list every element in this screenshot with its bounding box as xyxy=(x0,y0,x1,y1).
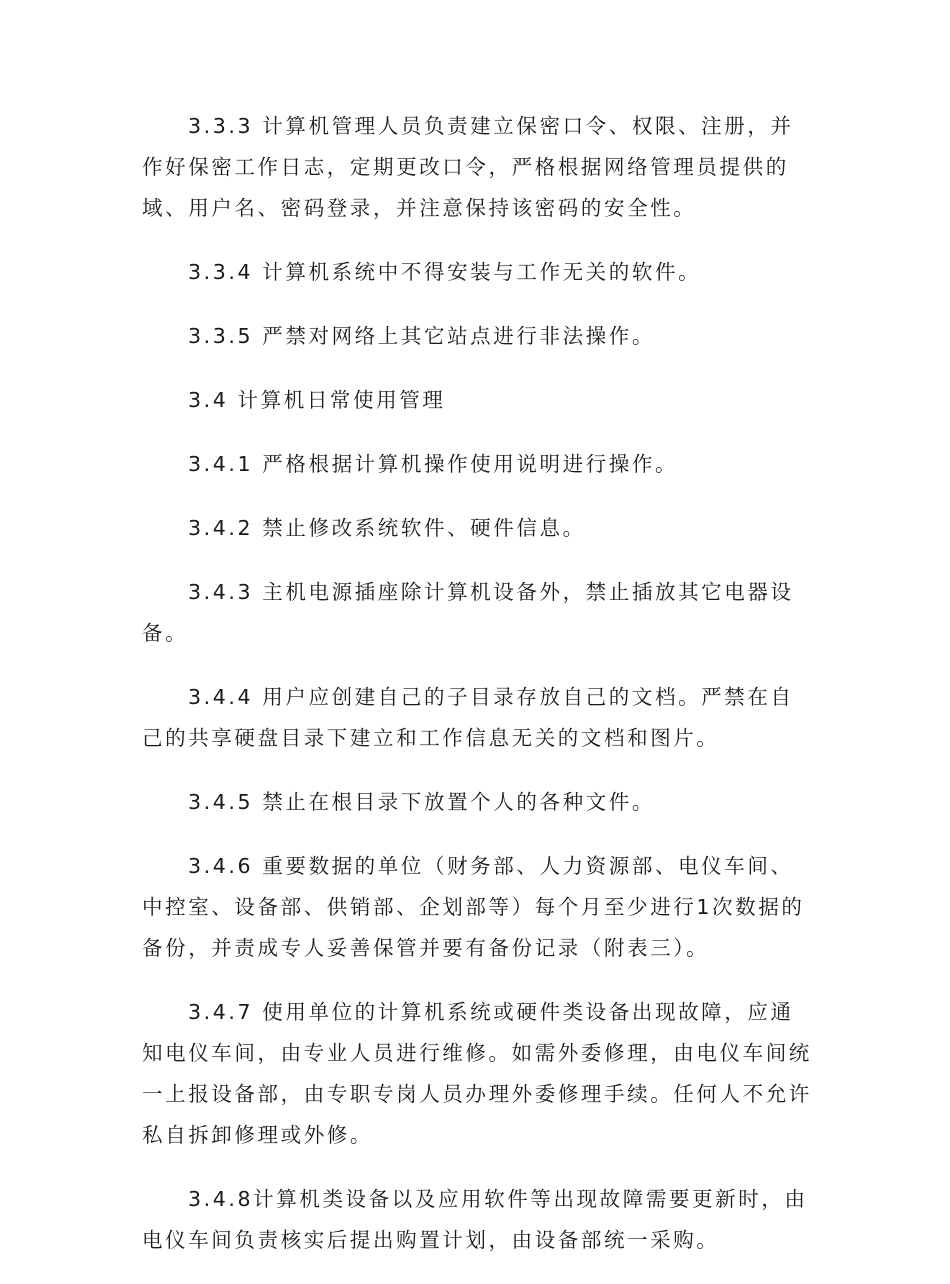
paragraph-3-4-2: 3.4.2 禁止修改系统软件、硬件信息。 xyxy=(188,516,586,540)
paragraph-3-4-4: 3.4.4 用户应创建自己的子目录存放自己的文档。严禁在自己的共享硬盘目录下建立和工作信息无关的文档和图片。 xyxy=(142,685,794,750)
paragraph-3-4-7: 3.4.7 使用单位的计算机系统或硬件类设备出现故障，应通知电仪车间，由专业人员进行维修。如需外委修理，由电仪车间统一上报设备部，由专职专岗人员办理外委修理手续。任何人不允许私自拆卸修理或外修。 xyxy=(142,1000,812,1147)
paragraph-3-3-4: 3.3.4 计算机系统中不得安装与工作无关的软件。 xyxy=(188,260,702,284)
paragraph-3-4-8: 3.4.8计算机类设备以及应用软件等出现故障需要更新时，由电仪车间负责核实后提出购置计划，由设备部统一采购。 xyxy=(142,1187,808,1252)
paragraph-3-4-5: 3.4.5 禁止在根目录下放置个人的各种文件。 xyxy=(188,790,655,814)
paragraph-3-4-6: 3.4.6 重要数据的单位（财务部、人力资源部、电仪车间、中控室、设备部、供销部、企划部等）每个月至少进行1次数据的备份，并责成专人妥善保管并要有备份记录（附表三）。 xyxy=(142,854,805,960)
paragraph-3-3-5: 3.3.5 严禁对网络上其它站点进行非法操作。 xyxy=(188,324,655,348)
paragraph-3-4-1: 3.4.1 严格根据计算机操作使用说明进行操作。 xyxy=(188,452,679,476)
document-body xyxy=(142,106,814,1284)
paragraph-3-4-3: 3.4.3 主机电源插座除计算机设备外，禁止插放其它电器设备。 xyxy=(142,580,794,645)
section-heading-3-4: 3.4 计算机日常使用管理 xyxy=(188,388,446,412)
paragraph-3-3-3: 3.3.3 计算机管理人员负责建立保密口令、权限、注册，并作好保密工作日志，定期更改口令，严格根据网络管理员提供的域、用户名、密码登录，并注意保持该密码的安全性。 xyxy=(142,114,794,220)
